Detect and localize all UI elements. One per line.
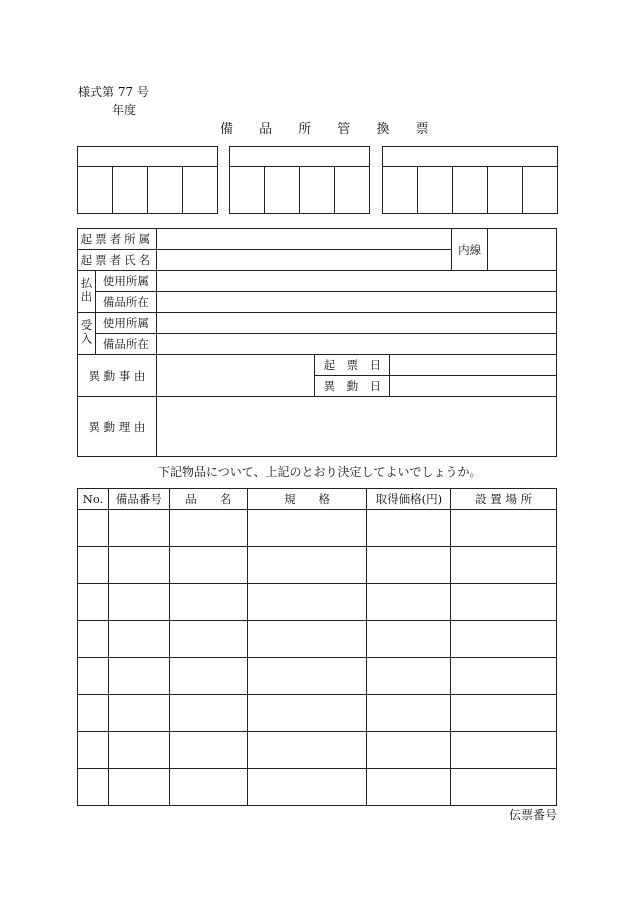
table-cell[interactable] xyxy=(247,510,367,547)
table-cell[interactable] xyxy=(78,769,109,806)
table-cell[interactable] xyxy=(451,769,557,806)
table-cell[interactable] xyxy=(108,510,169,547)
table-cell[interactable] xyxy=(108,695,169,732)
table-cell[interactable] xyxy=(367,695,451,732)
requester-name-field[interactable] xyxy=(156,250,451,271)
issue-date-label: 起 票 日 xyxy=(315,355,390,376)
table-cell[interactable] xyxy=(169,695,247,732)
receive-use-dept-field[interactable] xyxy=(156,313,556,334)
table-cell[interactable] xyxy=(367,621,451,658)
table-cell[interactable] xyxy=(367,584,451,621)
receive-location-field[interactable] xyxy=(156,334,556,355)
approval-cell[interactable] xyxy=(523,167,558,214)
receive-group-label xyxy=(78,313,96,355)
table-cell[interactable] xyxy=(108,621,169,658)
approval-cell[interactable] xyxy=(113,167,148,214)
header-location: 設 置 場 所 xyxy=(451,489,557,510)
table-cell[interactable] xyxy=(78,732,109,769)
approval-cell[interactable] xyxy=(230,167,265,214)
approval-cell[interactable] xyxy=(148,167,183,214)
approval-box-2 xyxy=(229,146,370,214)
change-date-field[interactable] xyxy=(390,376,557,397)
table-row xyxy=(78,658,557,695)
payout-location-label: 備品所在 xyxy=(95,292,156,313)
change-reason-label: 異 動 理 由 xyxy=(78,397,157,457)
payout-group-text: 払出 xyxy=(79,276,94,304)
table-cell[interactable] xyxy=(367,732,451,769)
change-matter-label: 異 動 事 由 xyxy=(78,355,157,397)
requester-dept-field[interactable] xyxy=(156,229,451,250)
requester-name-label: 起票者氏名 xyxy=(78,250,157,271)
approval-cell[interactable] xyxy=(453,167,488,214)
approval-cell[interactable] xyxy=(183,167,218,214)
table-cell[interactable] xyxy=(108,769,169,806)
table-cell[interactable] xyxy=(247,732,367,769)
table-cell[interactable] xyxy=(247,658,367,695)
approval-cell[interactable] xyxy=(383,167,418,214)
approval-cell[interactable] xyxy=(335,167,370,214)
table-cell[interactable] xyxy=(247,695,367,732)
approval-box-3-header[interactable] xyxy=(383,147,558,167)
extension-label: 内線 xyxy=(452,229,488,271)
table-row xyxy=(78,584,557,621)
table-row xyxy=(78,621,557,658)
table-cell[interactable] xyxy=(451,658,557,695)
table-cell[interactable] xyxy=(78,510,109,547)
payout-group-label xyxy=(78,271,96,313)
approval-cell[interactable] xyxy=(488,167,523,214)
table-cell[interactable] xyxy=(451,621,557,658)
approval-cell[interactable] xyxy=(418,167,453,214)
approval-box-1-header[interactable] xyxy=(78,147,218,167)
table-row xyxy=(78,732,557,769)
payout-use-dept-label: 使用所属 xyxy=(95,271,156,292)
table-cell[interactable] xyxy=(367,510,451,547)
table-cell[interactable] xyxy=(169,769,247,806)
table-cell[interactable] xyxy=(169,621,247,658)
table-cell[interactable] xyxy=(247,547,367,584)
payout-location-field[interactable] xyxy=(156,292,556,313)
table-cell[interactable] xyxy=(451,732,557,769)
table-cell[interactable] xyxy=(169,658,247,695)
table-cell[interactable] xyxy=(247,769,367,806)
extension-field[interactable] xyxy=(488,229,557,271)
table-cell[interactable] xyxy=(108,547,169,584)
approval-box-1 xyxy=(77,146,218,214)
approval-cell[interactable] xyxy=(300,167,335,214)
receive-location-label: 備品所在 xyxy=(95,334,156,355)
header-item-name: 品 名 xyxy=(169,489,247,510)
table-cell[interactable] xyxy=(169,510,247,547)
receive-group-text: 受入 xyxy=(79,318,94,346)
table-cell[interactable] xyxy=(367,547,451,584)
table-cell[interactable] xyxy=(367,658,451,695)
table-row xyxy=(78,547,557,584)
items-header-row xyxy=(78,489,557,510)
approval-cell[interactable] xyxy=(78,167,113,214)
confirmation-text: 下記物品について、上記のとおり決定してよいでしょうか。 xyxy=(158,465,482,479)
table-row xyxy=(78,769,557,806)
table-cell[interactable] xyxy=(169,732,247,769)
change-matter-field[interactable] xyxy=(156,355,315,397)
table-cell[interactable] xyxy=(78,547,109,584)
approval-box-3 xyxy=(382,146,558,214)
table-cell[interactable] xyxy=(169,584,247,621)
change-reason-field[interactable] xyxy=(156,397,556,457)
form-number: 様式第 77 号 xyxy=(78,85,149,99)
requester-dept-label: 起票者所属 xyxy=(78,229,157,250)
table-cell[interactable] xyxy=(78,658,109,695)
issue-date-field[interactable] xyxy=(390,355,557,376)
table-cell[interactable] xyxy=(108,584,169,621)
table-row xyxy=(78,695,557,732)
table-cell[interactable] xyxy=(108,732,169,769)
table-cell[interactable] xyxy=(367,769,451,806)
slip-number-label: 伝票番号 xyxy=(509,808,558,822)
table-cell[interactable] xyxy=(108,658,169,695)
header-spec: 規 格 xyxy=(247,489,367,510)
approval-box-2-header[interactable] xyxy=(230,147,370,167)
table-cell[interactable] xyxy=(78,695,109,732)
table-cell[interactable] xyxy=(247,621,367,658)
header-asset-number: 備品番号 xyxy=(108,489,169,510)
table-cell[interactable] xyxy=(78,584,109,621)
table-cell[interactable] xyxy=(451,510,557,547)
change-date-label: 異 動 日 xyxy=(315,376,390,397)
table-row xyxy=(78,510,557,547)
year-label: 年度 xyxy=(112,103,137,117)
items-table xyxy=(77,488,557,806)
table-cell[interactable] xyxy=(78,621,109,658)
table-cell[interactable] xyxy=(169,547,247,584)
items-body xyxy=(78,510,557,806)
info-table xyxy=(77,228,557,457)
table-cell[interactable] xyxy=(451,547,557,584)
header-price: 取得価格(円) xyxy=(367,489,451,510)
approval-cell[interactable] xyxy=(265,167,300,214)
payout-use-dept-field[interactable] xyxy=(156,271,556,292)
receive-use-dept-label: 使用所属 xyxy=(95,313,156,334)
page-title: 備 品 所 管 換 票 xyxy=(220,122,429,137)
table-cell[interactable] xyxy=(451,695,557,732)
header-no: No. xyxy=(78,489,109,510)
table-cell[interactable] xyxy=(451,584,557,621)
table-cell[interactable] xyxy=(247,584,367,621)
